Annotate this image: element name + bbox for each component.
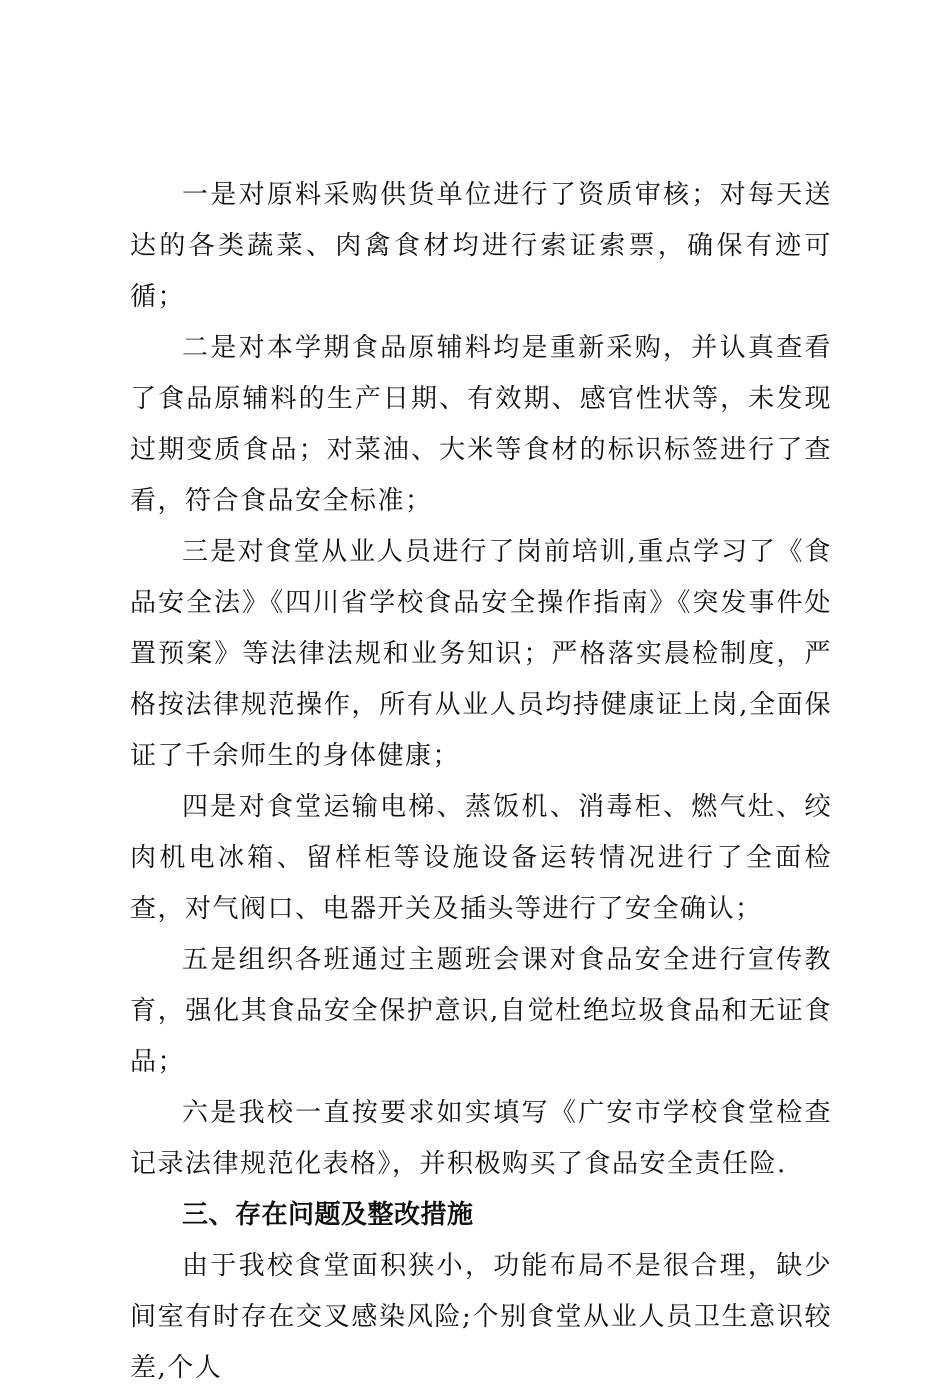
- section-heading: 三、存在问题及整改措施: [182, 1200, 474, 1230]
- paragraph-6: 六是我校一直按要求如实填写《广安市学校食堂检查记录法律规范化表格》，并积极购买了食品安全责任险.: [130, 1098, 832, 1179]
- document-body: [130, 170, 832, 1394]
- paragraph-3: 三是对食堂从业人员进行了岗前培训,重点学习了《食品安全法》《四川省学校食品安全操作指南》《突发事件处置预案》等法律法规和业务知识；严格落实晨检制度，严格按法律规范操作，所有从业人员均持健康证上岗,全面保证了千余师生的身体健康；: [130, 537, 832, 771]
- paragraph-5: 五是组织各班通过主题班会课对食品安全进行宣传教育，强化其食品安全保护意识,自觉杜绝垃圾食品和无证食品；: [130, 945, 832, 1077]
- paragraph-1: 一是对原料采购供货单位进行了资质审核；对每天送达的各类蔬菜、肉禽食材均进行索证索票，确保有迹可循；: [130, 180, 832, 312]
- paragraph-2: 二是对本学期食品原辅料均是重新采购，并认真查看了食品原辅料的生产日期、有效期、感官性状等，未发现过期变质食品；对菜油、大米等食材的标识标签进行了查看，符合食品安全标准；: [130, 333, 832, 516]
- paragraph-4: 四是对食堂运输电梯、蒸饭机、消毒柜、燃气灶、绞肉机电冰箱、留样柜等设施设备运转情况进行了全面检查，对气阀口、电器开关及插头等进行了安全确认；: [130, 792, 832, 924]
- section-paragraph: 由于我校食堂面积狭小，功能布局不是很合理，缺少间室有时存在交叉感染风险;个别食堂从业人员卫生意识较差,个人: [130, 1251, 832, 1383]
